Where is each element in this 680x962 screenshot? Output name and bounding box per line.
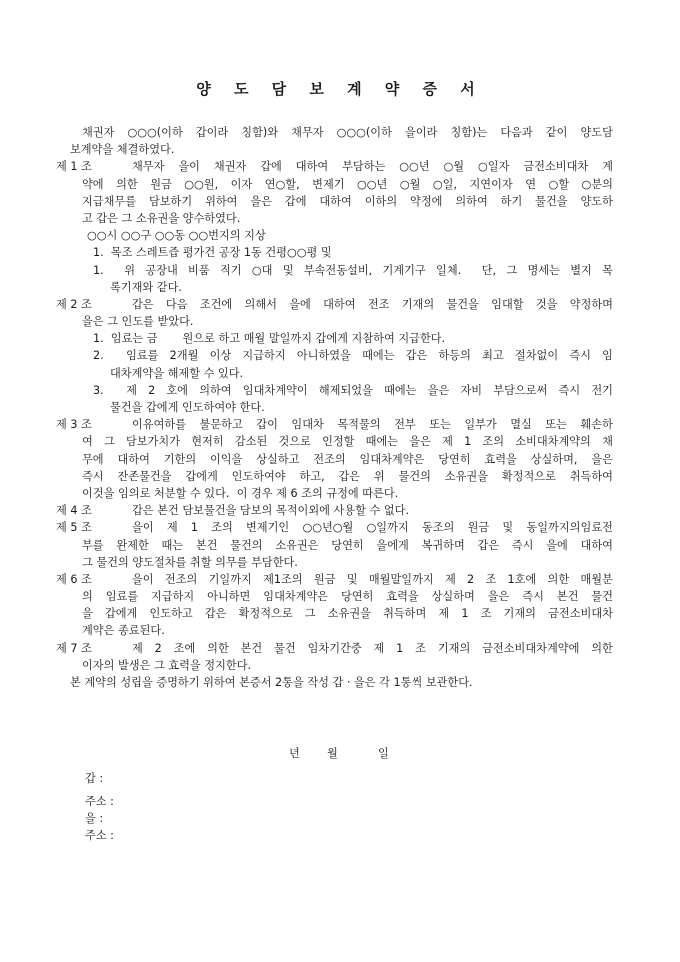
contract-line	[93, 347, 680, 364]
line-text: 1. 목조 스레트즙 평가건 공장 1동 건평○○평 및	[93, 246, 332, 260]
signature-party-a: 갑 :	[85, 772, 104, 785]
contract-line	[82, 468, 680, 485]
line-text: 1. 위 공장내 비품 직기 ○대 및 부속전동설비, 기계기구 일체. 단, 그 명세는 별지 목	[93, 263, 613, 277]
line-text: 을 갑에게 인도하고 갑은 확정적으로 그 소유권을 취득하며 제 1 조 기재의 금전소비대차	[82, 607, 613, 621]
line-text: 이자의 발생은 그 효력을 정지한다.	[82, 658, 252, 672]
contract-line	[56, 519, 680, 536]
line-text: 을은 그 인도를 받았다.	[82, 315, 194, 329]
signature-address-b: 주소 :	[85, 829, 114, 842]
contract-line	[56, 158, 680, 175]
contract-line	[82, 433, 680, 450]
article-number: 제 3 조	[56, 418, 92, 432]
line-text: 이것을 임의로 처분할 수 있다. 이 경우 제 6 조의 규정에 따른다.	[82, 486, 399, 500]
line-text: 본 계약의 성립을 증명하기 위하여 본증서 2통을 작성 갑 · 을은 각 1통씩 보관한다.	[70, 676, 473, 689]
line-text: 부를 완제한 때는 본건 물건의 소유권은 당연히 을에게 복귀하며 갑은 즉시 을에 대하여	[82, 538, 613, 552]
line-text: 3. 제 2 호에 의하여 임대차계약이 해제되었을 때에는 을은 자비 부담으로써 즉시 전기	[93, 383, 613, 397]
contract-line	[56, 571, 680, 588]
line-text: 무에 대하여 기한의 이익을 상실하고 전조의 임대차계약은 당연히 효력을 상실하며, 을은	[82, 452, 613, 466]
line-text: 갑은 다음 조건에 의해서 을에 대하여 전조 기재의 물건을 임대할 것을 약정하며	[132, 297, 613, 311]
contract-line	[82, 537, 680, 554]
line-text: 1. 임료는 금 원으로 하고 매월 말일까지 갑에게 지참하여 지급한다.	[93, 332, 446, 346]
contract-line	[82, 605, 680, 622]
line-text: 록기재와 같다.	[110, 280, 182, 294]
contract-line	[82, 554, 680, 571]
line-text: 을이 제 1 조의 변제기인 ○○년○월 ○일까지 동조의 원금 및 동일까지의임료전	[132, 521, 613, 535]
date-month: 월	[327, 747, 338, 760]
contract-line	[93, 330, 680, 347]
contract-line	[110, 399, 680, 416]
signature-party-b: 을 :	[85, 812, 104, 825]
contract-line	[82, 588, 680, 605]
article-number: 제 2 조	[56, 297, 92, 311]
contract-line	[93, 382, 680, 399]
line-text: 을이 전조의 기일까지 제1조의 원금 및 매월말일까지 제 2 조 1호에 의한 매월분	[132, 572, 613, 586]
contract-line	[56, 640, 680, 657]
line-text: 제 2 조에 의한 본건 물건 임차기간중 제 1 조 기재의 금전소비대차계약에 의한	[132, 641, 613, 655]
article-number: 제 6 조	[56, 572, 92, 586]
line-text: 지급채무를 담보하기 위하여 을은 갑에 대하여 이하의 약정에 의하여 하기 물건을 양도하	[82, 194, 613, 208]
line-text: 채무자 을이 채권자 갑에 대하여 부담하는 ○○년 ○월 ○일자 금전소비대차 계	[132, 160, 613, 174]
date-year: 년	[289, 747, 300, 760]
line-text: 여 그 담보가치가 현저히 감소된 것으로 인정할 때에는 을은 제 1 조의 소비대차계약의 채	[82, 435, 613, 449]
line-text: 대차계약을 해제할 수 있다.	[110, 366, 244, 380]
contract-line	[87, 227, 680, 244]
line-text: 계약은 종료된다.	[82, 624, 165, 638]
contract-line	[82, 485, 680, 502]
contract-line	[82, 210, 680, 227]
contract-line	[82, 176, 680, 193]
contract-line	[93, 262, 680, 279]
line-text: 물건을 갑에게 인도하여야 한다.	[110, 401, 265, 414]
contract-line	[110, 365, 680, 382]
article-number: 제 4 조	[56, 504, 92, 518]
line-text: 2. 임료를 2개월 이상 지급하지 아니하였을 때에는 갑은 하등의 최고 절차없이 즉시 임	[93, 349, 613, 363]
contract-line	[56, 296, 680, 313]
document-title: 양 도 담 보 계 약 증 서	[196, 80, 484, 98]
contract-line	[56, 502, 680, 519]
contract-line	[110, 279, 680, 296]
signature-address-a: 주소 :	[85, 795, 114, 808]
line-text: 갑은 본건 담보물건을 담보의 목적이외에 사용할 수 없다.	[132, 504, 410, 518]
line-text: 그 물건의 양도절차를 취할 의무를 부담한다.	[82, 555, 298, 569]
line-text: 보계약을 체결하였다.	[70, 143, 175, 157]
contract-line	[93, 244, 680, 261]
article-number: 제 5 조	[56, 521, 92, 535]
line-text: 채권자 ○○○(이하 갑이라 칭함)와 채무자 ○○○(이하 을이라 칭함)는 다음과 같이 양도담	[82, 126, 613, 139]
contract-line	[82, 451, 680, 468]
contract-line	[70, 674, 680, 691]
article-number: 제 1 조	[56, 160, 92, 174]
article-number: 제 7 조	[56, 641, 92, 655]
contract-line	[70, 141, 680, 158]
line-text: 약에 의한 원금 ○○원, 이자 연○할, 변제기 ○○년 ○월 ○일, 지연이자 연 ○할 ○분의	[82, 177, 613, 191]
contract-line	[56, 416, 680, 433]
date-day: 일	[378, 747, 389, 760]
line-text: 의 임료를 지급하지 아니하면 임대차계약은 당연히 효력을 상실하며 을은 즉시 본건 물건	[82, 590, 613, 604]
line-text: 이유여하를 불문하고 갑이 임대차 목적물의 전부 또는 일부가 멸실 또는 훼손하	[132, 418, 613, 432]
contract-body	[0, 124, 680, 691]
line-text: 즉시 잔존물건을 갑에게 인도하여야 하고, 갑은 위 물건의 소유권을 확정적으로 취득하여	[82, 469, 613, 483]
contract-line	[82, 193, 680, 210]
line-text: 고 갑은 그 소유권을 양수하였다.	[82, 211, 241, 225]
line-text: ○○시 ○○구 ○○동 ○○번지의 지상	[87, 229, 266, 243]
contract-line	[82, 657, 680, 674]
contract-line	[82, 124, 680, 141]
contract-line	[82, 622, 680, 639]
contract-line	[82, 313, 680, 330]
